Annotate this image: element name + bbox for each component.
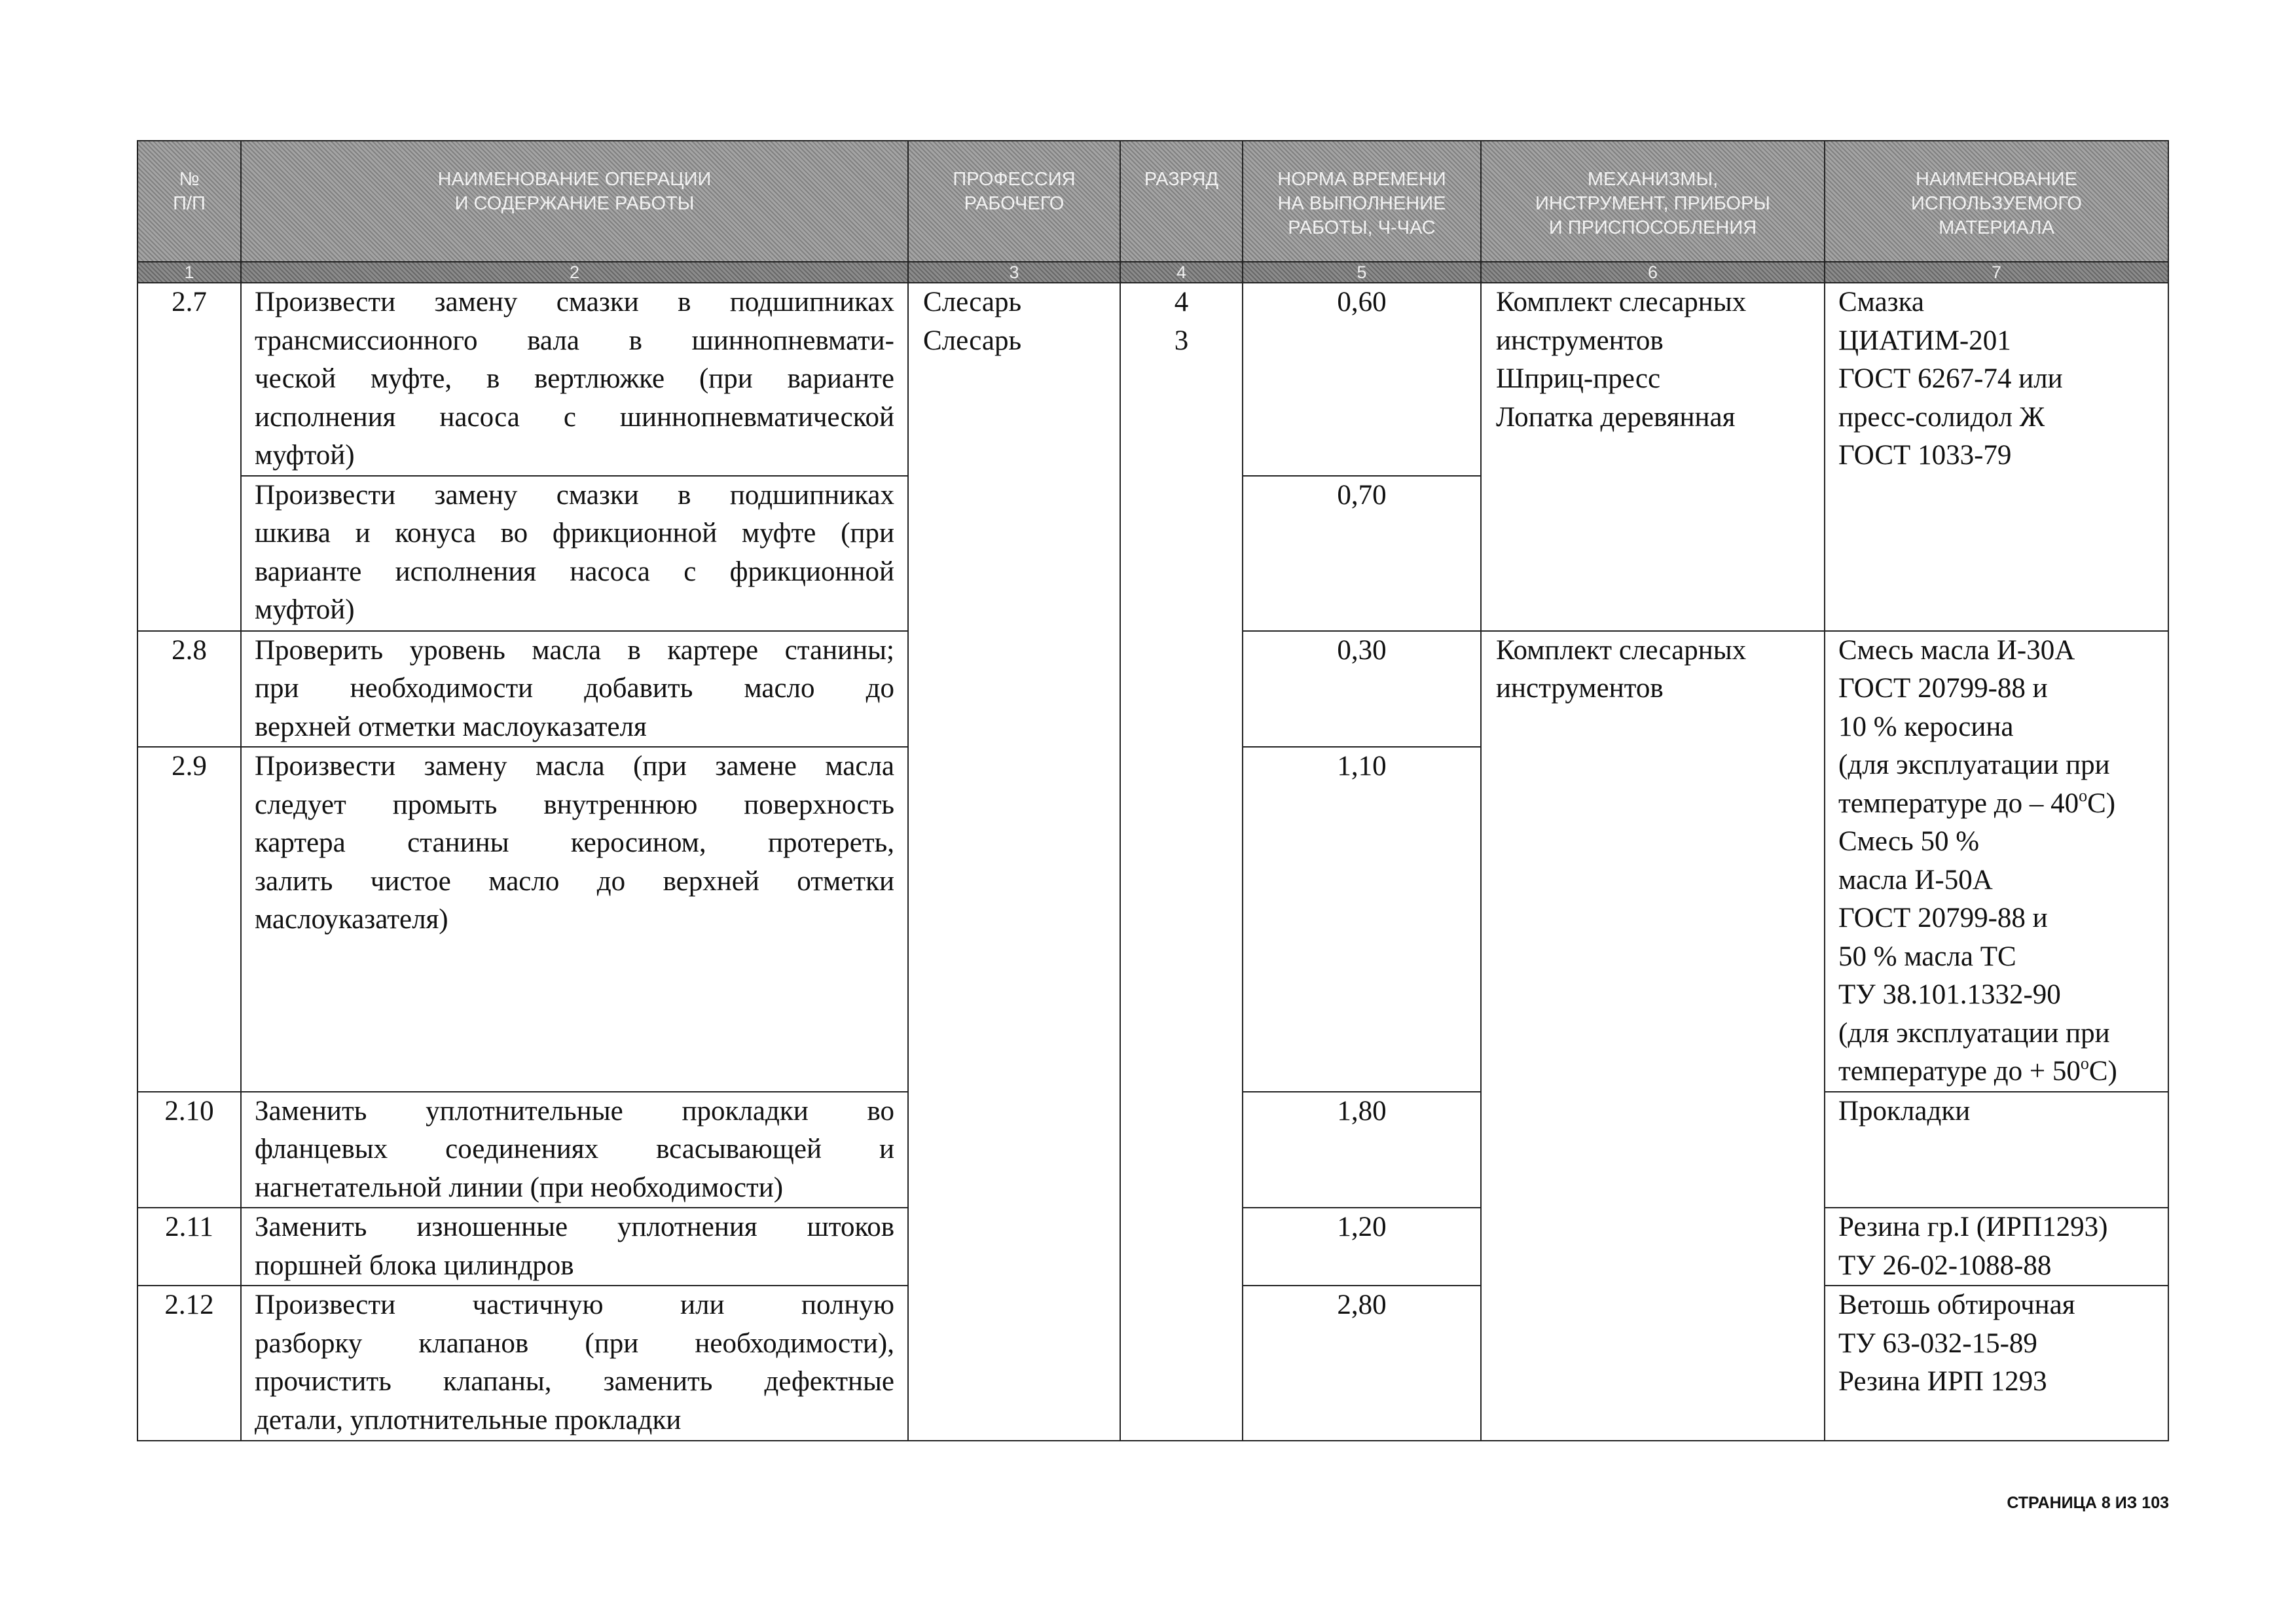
- header-grade: РАЗРЯД: [1120, 141, 1243, 262]
- header-material: НАИМЕНОВАНИЕ ИСПОЛЬЗУЕМОГО МАТЕРИАЛА: [1825, 141, 2168, 262]
- operation-cell: Заменить уплотнительные прокладки во фланцевых соединениях всасывающей и нагнетательной линии (при необходимости): [241, 1092, 908, 1208]
- row-number: 2.11: [137, 1208, 241, 1286]
- time-norm-cell: 1,10: [1243, 747, 1481, 1091]
- time-norm-cell: 2,80: [1243, 1286, 1481, 1441]
- row-number: 2.10: [137, 1092, 241, 1208]
- time-norm-cell: 0,70: [1243, 476, 1481, 631]
- tools-cell: Комплект слесарных инструментов Шприц-пресс Лопатка деревянная: [1481, 283, 1825, 631]
- material-cell: Смазка ЦИАТИМ-201 ГОСТ 6267-74 или пресс-солидол Ж ГОСТ 1033-79: [1825, 283, 2168, 631]
- time-norm-cell: 1,80: [1243, 1092, 1481, 1208]
- column-number: 1: [137, 262, 241, 283]
- column-number: 5: [1243, 262, 1481, 283]
- operation-cell: Произвести частичную или полную разборку клапанов (при необходимости), прочистить клапаны, заменить дефектные детали, уплотнительные прокладки: [241, 1286, 908, 1441]
- row-number: 2.8: [137, 631, 241, 748]
- column-number: 3: [908, 262, 1120, 283]
- operation-cell: Произвести замену смазки в подшипниках шкива и конуса во фрикционной муфте (при варианте исполнения насоса с фрикционной муфтой): [241, 476, 908, 631]
- table-row: [137, 283, 2168, 476]
- grade-cell: 4 3: [1120, 283, 1243, 1441]
- column-number: 6: [1481, 262, 1825, 283]
- header-row: [137, 141, 2168, 262]
- column-number: 2: [241, 262, 908, 283]
- row-number: 2.9: [137, 747, 241, 1091]
- column-number: 7: [1825, 262, 2168, 283]
- material-cell: Ветошь обтирочная ТУ 63-032-15-89 Резина ИРП 1293: [1825, 1286, 2168, 1441]
- header-num: № П/П: [137, 141, 241, 262]
- header-time-norm: НОРМА ВРЕМЕНИ НА ВЫПОЛНЕНИЕ РАБОТЫ, Ч-ЧАС: [1243, 141, 1481, 262]
- operation-cell: Проверить уровень масла в картере станины; при необходимости добавить масло до верхней отметки маслоуказателя: [241, 631, 908, 748]
- header-profession: ПРОФЕССИЯ РАБОЧЕГО: [908, 141, 1120, 262]
- column-number: 4: [1120, 262, 1243, 283]
- time-norm-cell: 0,60: [1243, 283, 1481, 476]
- tools-cell: Комплект слесарных инструментов: [1481, 631, 1825, 1441]
- time-norm-cell: 1,20: [1243, 1208, 1481, 1286]
- material-cell: Прокладки: [1825, 1092, 2168, 1208]
- header-operation: НАИМЕНОВАНИЕ ОПЕРАЦИИ И СОДЕРЖАНИЕ РАБОТЫ: [241, 141, 908, 262]
- header-tools: МЕХАНИЗМЫ, ИНСТРУМЕНТ, ПРИБОРЫ И ПРИСПОСОБЛЕНИЯ: [1481, 141, 1825, 262]
- operation-cell: Произвести замену масла (при замене масла следует промыть внутреннюю поверхность картера станины керосином, протереть, залить чистое масло до верхней отметки маслоуказателя): [241, 747, 908, 1091]
- column-number-row: [137, 262, 2168, 283]
- operation-cell: Заменить изношенные уплотнения штоков поршней блока цилиндров: [241, 1208, 908, 1286]
- material-cell: Резина гр.I (ИРП1293) ТУ 26-02-1088-88: [1825, 1208, 2168, 1286]
- operation-cell: Произвести замену смазки в подшипниках трансмиссионного вала в шиннопневмати- ческой муфте, в вертлюжке (при варианте исполнения насоса с шиннопневматической муфтой): [241, 283, 908, 476]
- row-number: 2.7: [137, 283, 241, 631]
- row-number: 2.12: [137, 1286, 241, 1441]
- material-cell: Смесь масла И-30А ГОСТ 20799-88 и 10 % керосина (для эксплуатации при температуре до – $40^оС$) Смесь 50 % масла И-50А ГОСТ 20799-88 и 50 % масла ТС ТУ 38.101.1332-90 (для эксплуатации при температуре до + $50^оС$): [1825, 631, 2168, 1092]
- profession-cell: Слесарь Слесарь: [908, 283, 1120, 1441]
- page-counter: СТРАНИЦА 8 ИЗ 103: [2007, 1494, 2169, 1512]
- work-table: [137, 140, 2169, 1441]
- time-norm-cell: 0,30: [1243, 631, 1481, 748]
